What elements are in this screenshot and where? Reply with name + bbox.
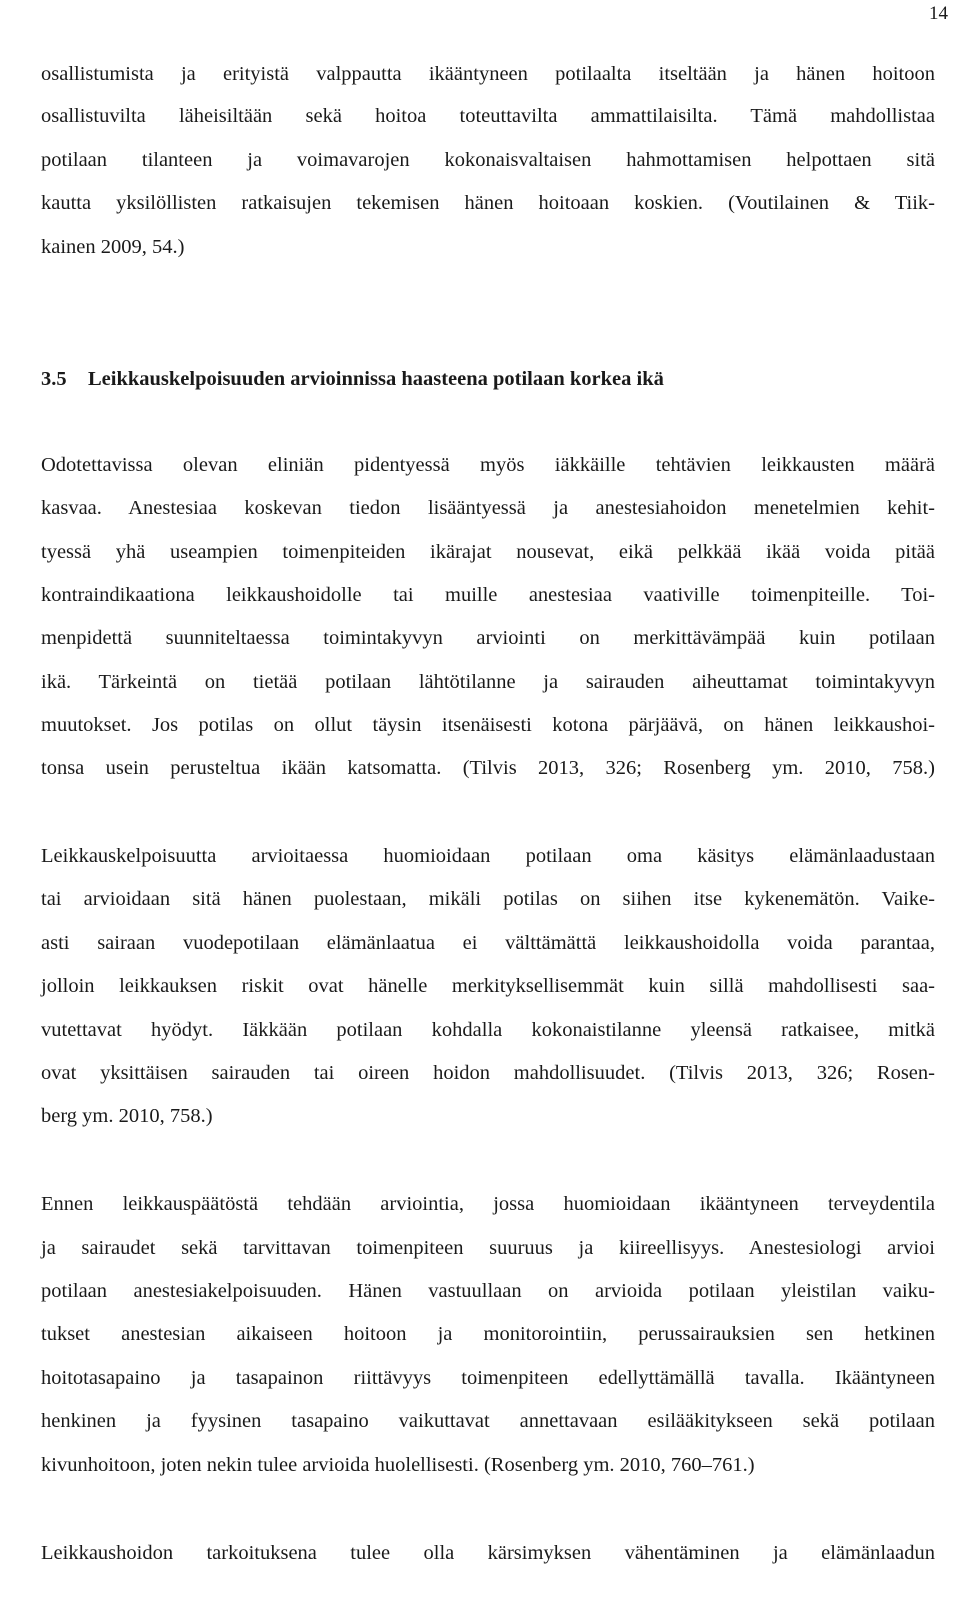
paragraph-line: potilaan anestesiakelpoisuuden. Hänen vastuullaan on arvioida potilaan yleistilan vaiku-: [41, 1280, 935, 1302]
paragraph-line: Ennen leikkauspäätöstä tehdään arviointia, jossa huomioidaan ikääntyneen terveydentila: [41, 1193, 935, 1215]
paragraph-line: kasvaa. Anestesiaa koskevan tiedon lisääntyessä ja anestesiahoidon menetelmien kehit-: [41, 497, 935, 519]
paragraph-line: osallistumista ja erityistä valppautta ikääntyneen potilaalta itseltään ja hänen hoitoon: [41, 63, 935, 85]
paragraph-line: kainen 2009, 54.): [41, 236, 185, 258]
paragraph-line: osallistuvilta läheisiltään sekä hoitoa toteuttavilta ammattilaisilta. Tämä mahdollistaa: [41, 105, 935, 127]
paragraph-line: tai arvioidaan sitä hänen puolestaan, mikäli potilas on siihen itse kykenemätön. Vaike-: [41, 888, 935, 910]
paragraph-line: potilaan tilanteen ja voimavarojen kokonaisvaltaisen hahmottamisen helpottaen sitä: [41, 149, 935, 171]
paragraph-line: muutokset. Jos potilas on ollut täysin itsenäisesti kotona pärjäävä, on hänen leikkaushoi-: [41, 714, 935, 736]
paragraph-line: ovat yksittäisen sairauden tai oireen hoidon mahdollisuudet. (Tilvis 2013, 326; Rosen-: [41, 1062, 935, 1084]
paragraph-line: menpidettä suunniteltaessa toimintakyvyn arviointi on merkittävämpää kuin potilaan: [41, 627, 935, 649]
paragraph-line: jolloin leikkauksen riskit ovat hänelle merkityksellisemmät kuin sillä mahdollisesti saa-: [41, 975, 935, 997]
paragraph-line: tyessä yhä useampien toimenpiteiden ikärajat nousevat, eikä pelkkää ikää voida pitää: [41, 541, 935, 563]
section-title: Leikkauskelpoisuuden arvioinnissa haasteena potilaan korkea ikä: [88, 368, 664, 390]
paragraph-line: Odotettavissa olevan eliniän pidentyessä myös iäkkäille tehtävien leikkausten määrä: [41, 454, 935, 476]
paragraph-line: berg ym. 2010, 758.): [41, 1105, 213, 1127]
section-number: 3.5: [41, 368, 67, 390]
paragraph-line: ikä. Tärkeintä on tietää potilaan lähtötilanne ja sairauden aiheuttamat toimintakyvyn: [41, 671, 935, 693]
paragraph-line: Leikkauskelpoisuutta arvioitaessa huomioidaan potilaan oma käsitys elämänlaadustaan: [41, 845, 935, 867]
paragraph-line: tonsa usein perusteltua ikään katsomatta. (Tilvis 2013, 326; Rosenberg ym. 2010, 758.): [41, 757, 935, 779]
paragraph-line: asti sairaan vuodepotilaan elämänlaatua ei välttämättä leikkaushoidolla voida parantaa,: [41, 932, 935, 954]
paragraph-line: Leikkaushoidon tarkoituksena tulee olla kärsimyksen vähentäminen ja elämänlaadun: [41, 1542, 935, 1564]
paragraph-line: kontraindikaationa leikkaushoidolle tai muille anestesiaa vaativille toimenpiteille. Toi-: [41, 584, 935, 606]
page-number: 14: [929, 3, 948, 24]
paragraph-line: vutettavat hyödyt. Iäkkään potilaan kohdalla kokonaistilanne yleensä ratkaisee, mitkä: [41, 1019, 935, 1041]
section-heading: [41, 365, 664, 393]
paragraph-line: henkinen ja fyysinen tasapaino vaikuttavat annettavaan esilääkitykseen sekä potilaan: [41, 1410, 935, 1432]
paragraph-line: kivunhoitoon, joten nekin tulee arvioida huolellisesti. (Rosenberg ym. 2010, 760–761.): [41, 1454, 755, 1476]
paragraph-line: kautta yksilöllisten ratkaisujen tekemisen hänen hoitoaan koskien. (Voutilainen & Tiik-: [41, 192, 935, 214]
paragraph-line: ja sairaudet sekä tarvittavan toimenpiteen suuruus ja kiireellisyys. Anestesiologi arvioi: [41, 1237, 935, 1259]
paragraph-line: hoitotasapaino ja tasapainon riittävyys toimenpiteen edellyttämällä tavalla. Ikääntyneen: [41, 1367, 935, 1389]
paragraph-line: tukset anestesian aikaiseen hoitoon ja monitorointiin, perussairauksien sen hetkinen: [41, 1323, 935, 1345]
